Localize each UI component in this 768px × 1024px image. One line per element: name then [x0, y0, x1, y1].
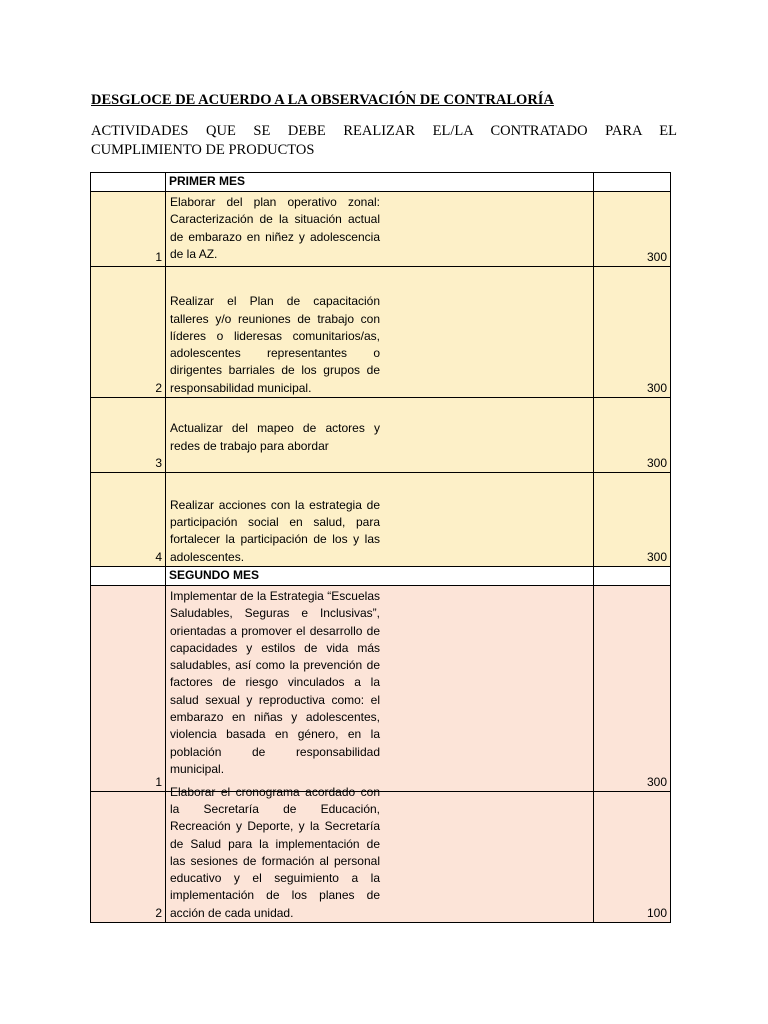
activity-amount: 300	[594, 267, 671, 398]
activity-description-cell	[166, 398, 594, 473]
table-row	[91, 192, 671, 267]
activity-description-cell	[166, 267, 594, 398]
activity-amount: 300	[594, 586, 671, 792]
activities-table	[90, 172, 671, 923]
table-row	[91, 586, 671, 792]
month-label: PRIMER MES	[166, 173, 594, 192]
document-subheading: ACTIVIDADES QUE SE DEBE REALIZAR EL/LA CONTRATADO PARA EL CUMPLIMIENTO DE PRODUCTOS	[91, 123, 677, 158]
activity-number: 1	[91, 192, 166, 267]
month-header-amount-cell	[594, 173, 671, 192]
activity-amount: 300	[594, 473, 671, 567]
month-header-number-cell	[91, 567, 166, 586]
activity-description: Actualizar del mapeo de actores y redes de trabajo para abordar	[170, 421, 380, 453]
activity-description-cell	[166, 473, 594, 567]
activity-amount: 300	[594, 398, 671, 473]
table-row	[91, 792, 671, 923]
activity-description: Realizar acciones con la estrategia de participación social en salud, para fortalecer la participación de los y las adolescentes.	[170, 497, 380, 564]
activity-amount: 300	[594, 192, 671, 267]
activity-description-cell	[166, 586, 594, 792]
activity-number: 2	[91, 267, 166, 398]
activity-number: 4	[91, 473, 166, 567]
table-row	[91, 267, 671, 398]
activity-description: Elaborar el cronograma acordado con la Secretaría de Educación, Recreación y Deporte, y la Secretaría de Salud para la implementación de las sesiones de formación al personal educativo y el seguimiento a la implementación de los planes de acción de cada unidad.	[170, 784, 380, 920]
document-heading: DESGLOCE DE ACUERDO A LA OBSERVACIÓN DE CONTRALORÍA	[91, 92, 554, 108]
activity-description-cell	[166, 784, 594, 923]
month-header-number-cell	[91, 173, 166, 192]
activity-description: Implementar de la Estrategia “Escuelas Saludables, Seguras e Inclusivas”, orientadas a promover el desarrollo de capacidades y estilos de vida más saludables, así como la prevención de factores de riesgo vinculados a la salud sexual y reproductiva como: el embarazo en niñas y adolescentes, violencia basada en género, en la población de responsabilidad municipal.	[170, 589, 380, 776]
activity-number: 3	[91, 398, 166, 473]
activity-description-cell	[166, 192, 594, 267]
month-header-row	[91, 567, 671, 586]
activity-number: 2	[91, 792, 166, 923]
table-row	[91, 473, 671, 567]
activity-amount: 100	[594, 792, 671, 923]
activity-number: 1	[91, 586, 166, 792]
month-header-row	[91, 173, 671, 192]
table-row	[91, 398, 671, 473]
month-header-amount-cell	[594, 567, 671, 586]
activity-description: Realizar el Plan de capacitación talleres y/o reuniones de trabajo con líderes o lideresas comunitarios/as, adolescentes representantes o dirigentes barriales de los grupos de responsabilidad municipal.	[170, 294, 380, 395]
month-label: SEGUNDO MES	[166, 567, 594, 586]
activity-description: Elaborar del plan operativo zonal: Caracterización de la situación actual de embarazo en niñez y adolescencia de la AZ.	[170, 195, 380, 261]
